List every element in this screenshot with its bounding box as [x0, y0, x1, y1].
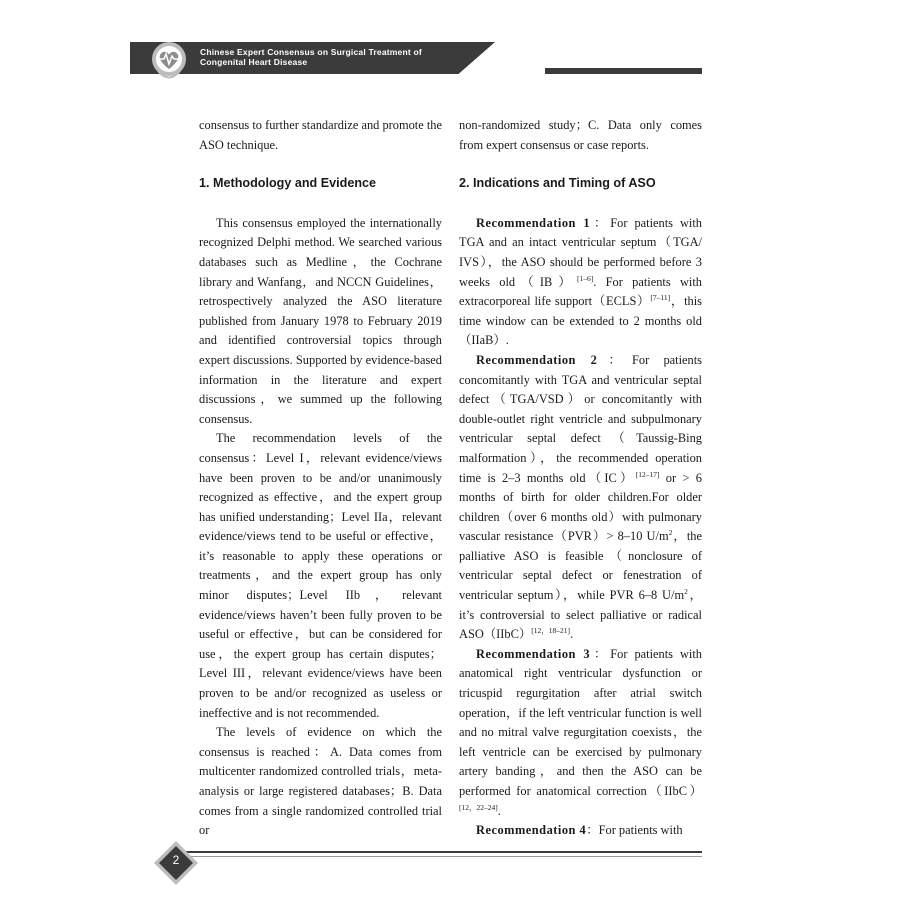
superscript-exponent: 2	[684, 587, 688, 597]
page-number: 2	[172, 853, 180, 867]
continued-paragraph: consensus to further standardize and promote the ASO technique.	[199, 118, 442, 152]
recommendation-4-label: Recommendation 4	[476, 823, 587, 838]
continued-paragraph-right: non-randomized study；C. Data only comes from expert consensus or case reports.	[459, 118, 702, 152]
citation: [12，22–24]	[459, 802, 498, 812]
citation: [12，18–21]	[531, 626, 571, 636]
superscript-exponent: 2	[668, 528, 673, 538]
heart-pulse-icon	[150, 40, 188, 84]
evidence-levels-paragraph: The levels of evidence on which the consensus is reached：A. Data comes from multicenter randomized controlled trials，meta-analysis or large registered databases；B. Data comes from a single randomized controlled trial or	[199, 725, 442, 838]
header-rule	[545, 68, 702, 74]
left-column	[199, 116, 442, 841]
footer-rule	[185, 851, 702, 853]
footer-rule-thin	[185, 856, 702, 857]
recommendation-1: Recommendation 1：For patients with TGA and an intact ventricular septum（TGA/ IVS），the ASO should be performed before 3 weeks old（IB）[1–6]. For patients with extracorporeal life support（ECLS）[7–11]，this time window can be extended to 2 months old（IIaB）.	[459, 215, 702, 348]
running-header-line2: Congenital Heart Disease	[200, 57, 308, 67]
recommendation-4: Recommendation 4：For patients with	[476, 823, 683, 838]
running-header-line1: Chinese Expert Consensus on Surgical Treatment of	[200, 47, 422, 57]
right-column	[459, 116, 702, 841]
recommendation-1-label: Recommendation 1	[476, 215, 591, 230]
recommendation-2-label: Recommendation 2	[476, 352, 598, 367]
recommendation-levels-paragraph: The recommendation levels of the consensus：Level I，relevant evidence/views have been proven to be and/or unanimously recognized as effective，and the expert group has unified understanding；Level IIa，relevant evidence/views tend to be useful or effective，it’s reasonable to apply these operations or treatments，and the expert group has only minor disputes；Level IIb，relevant evidence/views haven’t been fully proven to be useful or effective，but can be considered for use，the expert group has certain disputes；Level III，relevant evidence/views have been proven to be and/or recognized as useless or ineffective and is not recommended.	[199, 431, 442, 720]
section-heading-methodology: 1. Methodology and Evidence	[199, 176, 377, 191]
citation: [1–6]	[577, 273, 594, 283]
recommendation-2: Recommendation 2：For patients concomitantly with TGA and ventricular septal defect（TGA/VSD）or concomitantly with double-outlet right ventricle and subpulmonary ventricular septal defect（Taussig-Bing malformation），the recommended operation time is 2–3 months old（IC）[12–17] or > 6 months of birth for older children.For older children（over 6 months old）with pulmonary vascular resistance（PVR）> 8–10 $U/m^2$，the palliative ASO is feasible（nonclosure of ventricular septal defect or fenestration of ventricular septum），while PVR 6–8 $U/m^2$，it’s controversial to select palliative or radical ASO（IIbC）[12，18–21].	[459, 352, 702, 642]
recommendation-3-label: Recommendation 3	[476, 646, 591, 661]
section-heading-indications: 2. Indications and Timing of ASO	[459, 176, 656, 191]
methodology-paragraph: This consensus employed the internationally recognized Delphi method. We searched various databases such as Medline，the Cochrane library and Wanfang，and NCCN Guidelines，retrospectively analyzed the ASO literature published from January 1978 to February 2019 and identified controversial topics through expert discussions. Supported by evidence-based information in the literature and expert discussions，we summed up the following consensus.	[199, 215, 442, 426]
recommendation-3: Recommendation 3：For patients with anatomical right ventricular dysfunction or tricuspid regurgitation after atrial switch operation，if the left ventricular function is well and no mitral valve regurgitation coexists，the left ventricle can be exercised by pulmonary artery banding，and then the ASO can be performed for anatomical correction（IIbC）[12，22–24].	[459, 646, 702, 818]
citation: [12–17]	[635, 469, 660, 479]
running-header-title	[200, 47, 460, 67]
citation: [7–11]	[650, 293, 671, 303]
